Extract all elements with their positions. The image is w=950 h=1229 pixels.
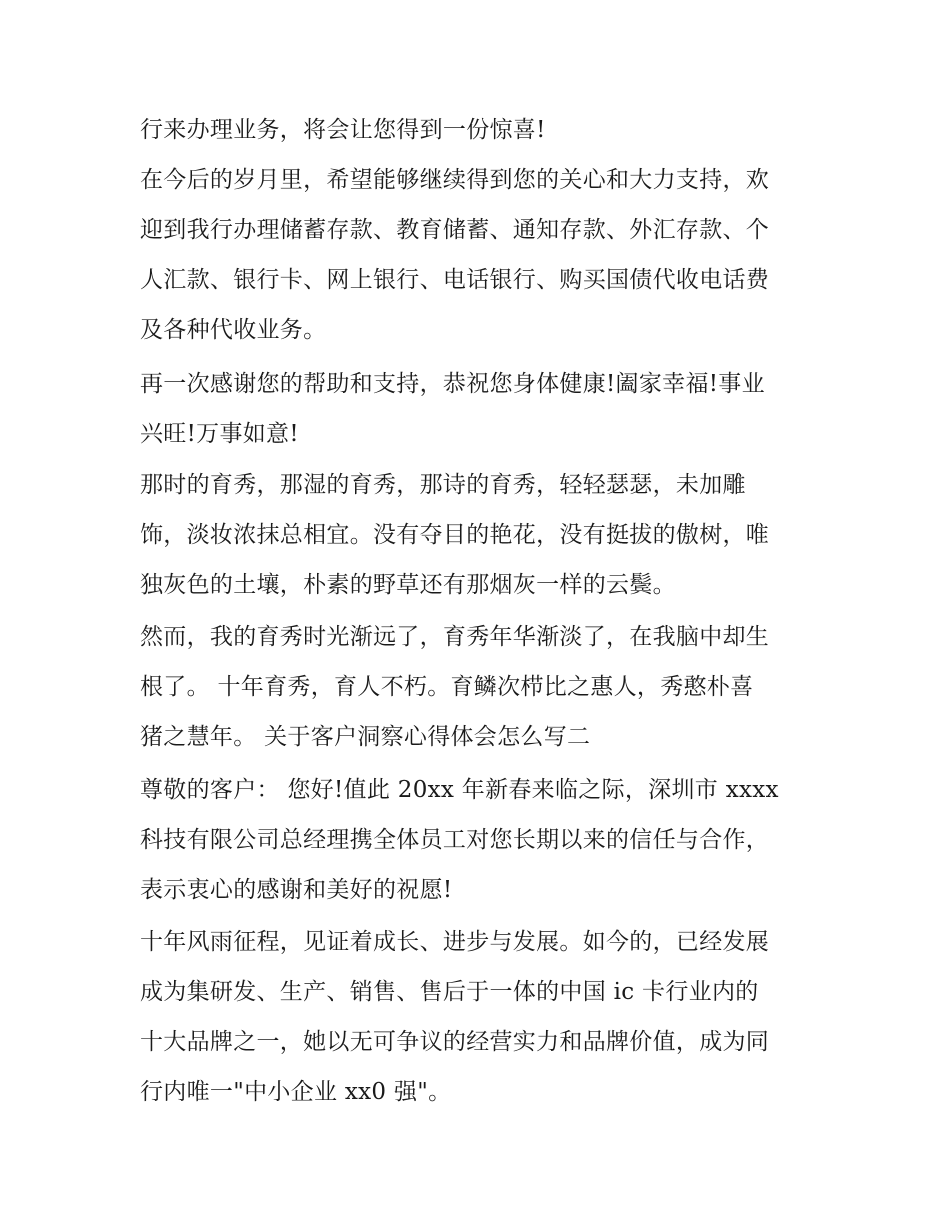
text-line: 科技有限公司总经理携全体员工对您长期以来的信任与合作， bbox=[140, 827, 770, 853]
text-line: 尊敬的客户： 您好!值此 20xx 年新春来临之际，深圳市 xxxx bbox=[140, 777, 779, 803]
text-line: 人汇款、银行卡、网上银行、电话银行、购买国债代收电话费 bbox=[140, 267, 770, 293]
text-line: 猪之慧年。 关于客户洞察心得体会怎么写二 bbox=[140, 724, 591, 750]
text-line: 及各种代收业务。 bbox=[140, 317, 327, 343]
text-line: 表示衷心的感谢和美好的祝愿! bbox=[140, 877, 453, 903]
text-line: 成为集研发、生产、销售、售后于一体的中国 ic 卡行业内的 bbox=[140, 979, 759, 1005]
text-line: 行来办理业务，将会让您得到一份惊喜! bbox=[140, 117, 546, 143]
text-line: 那时的育秀，那湿的育秀，那诗的育秀，轻轻瑟瑟，未加雕 bbox=[140, 472, 746, 498]
text-line: 十大品牌之一，她以无可争议的经营实力和品牌价值，成为同 bbox=[140, 1029, 770, 1055]
text-line: 饰，淡妆浓抹总相宜。没有夺目的艳花，没有挺拔的傲树，唯 bbox=[140, 522, 770, 548]
text-line: 根了。 十年育秀，育人不朽。育鳞次栉比之惠人，秀憨朴喜 bbox=[140, 674, 754, 700]
text-line: 迎到我行办理储蓄存款、教育储蓄、通知存款、外汇存款、个 bbox=[140, 217, 770, 243]
text-line: 十年风雨征程，见证着成长、进步与发展。如今的，已经发展 bbox=[140, 929, 770, 955]
text-line: 独灰色的土壤，朴素的野草还有那烟灰一样的云鬓。 bbox=[140, 572, 676, 598]
text-line: 兴旺!万事如意! bbox=[140, 421, 299, 447]
text-line: 然而，我的育秀时光渐远了，育秀年华渐淡了，在我脑中却生 bbox=[140, 624, 770, 650]
text-line: 在今后的岁月里，希望能够继续得到您的关心和大力支持，欢 bbox=[140, 167, 770, 193]
text-line: 行内唯一"中小企业 xx0 强"。 bbox=[140, 1079, 452, 1105]
text-line: 再一次感谢您的帮助和支持，恭祝您身体健康!阖家幸福!事业 bbox=[140, 371, 765, 397]
